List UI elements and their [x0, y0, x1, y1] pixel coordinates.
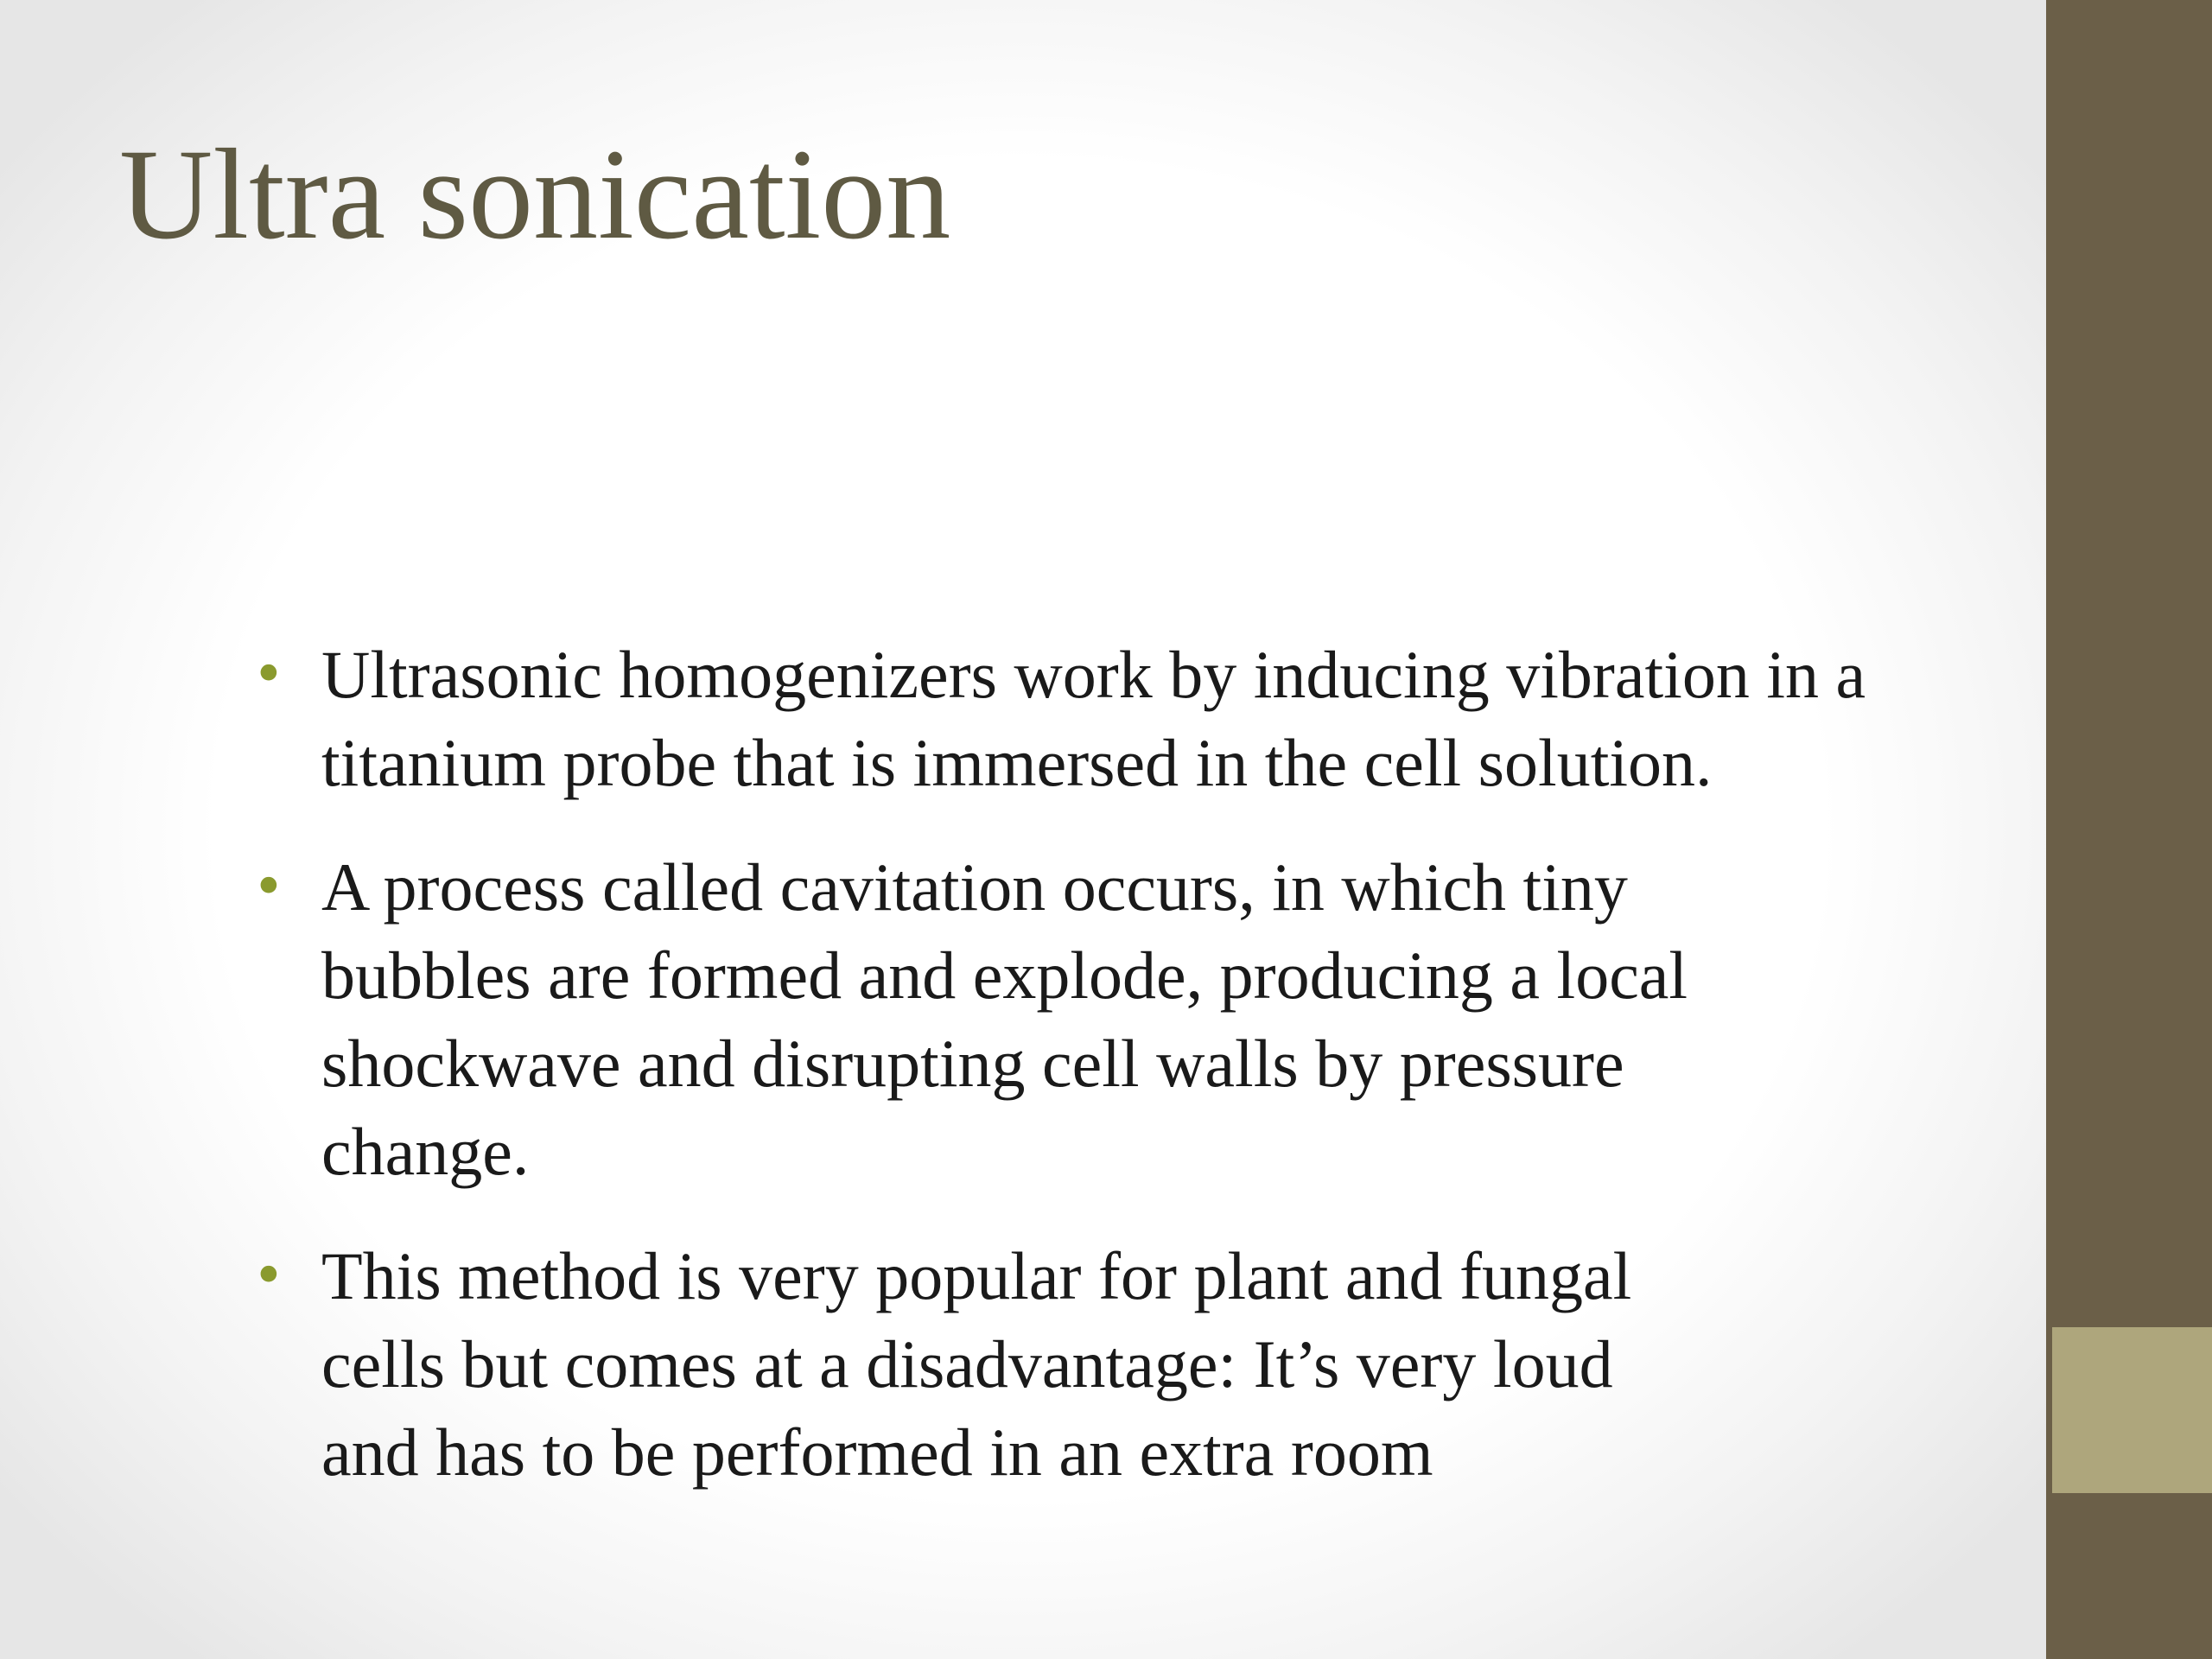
bullet-item	[252, 1232, 1989, 1497]
bullet-dot-icon: •	[252, 1244, 285, 1308]
bullet-item	[252, 843, 1989, 1196]
bullet-line: A process called cavitation occurs, in which tiny	[321, 849, 1628, 925]
bullet-line: cells but comes at a disadvantage: It’s very loud	[321, 1326, 1613, 1402]
bullet-line: titanium probe that is immersed in the cell solution.	[321, 725, 1713, 800]
bullet-line: and has to be performed in an extra room	[321, 1414, 1433, 1490]
bullet-line: shockwave and disrupting cell walls by pressure	[321, 1026, 1624, 1101]
bullet-dot-icon: •	[252, 643, 285, 707]
slide-title: Ultra sonication	[119, 123, 951, 266]
bullet-dot-icon: •	[252, 855, 285, 919]
bullet-line: Ultrasonic homogenizers work by inducing vibration in a	[321, 637, 1866, 712]
bullet-line: This method is very popular for plant and fungal	[321, 1238, 1632, 1313]
side-accent-block	[2052, 1327, 2212, 1493]
bullet-list	[252, 631, 1989, 1533]
bullet-line: bubbles are formed and explode, producing a local	[321, 938, 1688, 1013]
bullet-line: change.	[321, 1114, 530, 1189]
bullet-item	[252, 631, 1989, 807]
